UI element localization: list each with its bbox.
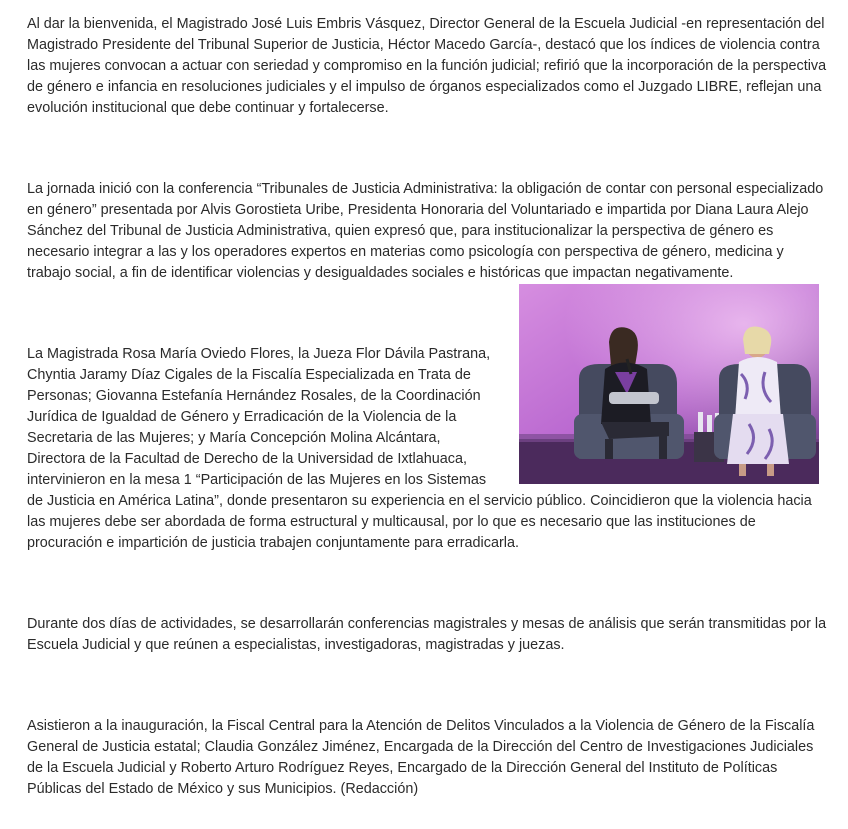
paragraph-panel: La Magistrada Rosa María Oviedo Flores, la Jueza Flor Dávila Pastrana, Chyntia Jaramy Díaz Cigales de la Fiscalía Especializada en Trata de Personas; Giovanna Estefanía Hernández Rosales, de la Coordinación Jurídica de Igualdad de Género y Erradicación de la Violencia de la Secretaria de las Mujeres; y María Concepción Molina Alcántara, Directora de la Facultad de Derecho de la Universidad de Ixtlahuaca, intervinieron en la mesa 1 “Participación de las Mujeres en los Sistemas de Justicia en América Latina”, donde presentaron su experiencia en el servicio público. Coincidieron que la violencia hacia las mujeres debe ser abordada de forma estructural y multicausal, por lo que es necesario que las instituciones de procuración e impartición de justicia trabajen conjuntamente para erradicarla. <box>27 346 812 551</box>
paragraph-spacer <box>27 554 827 614</box>
paragraph-welcome: Al dar la bienvenida, el Magistrado José Luis Embris Vásquez, Director General de la Escuela Judicial -en representación del Magistrado Presidente del Tribunal Superior de Justicia, Héctor Macedo García-, destacó que los índices de violencia contra las mujeres convocan a actuar con seriedad y compromiso en la función judicial; refirió que la incorporación de la perspectiva de género e infancia en resoluciones judiciales y el impulso de órganos especializados como el Juzgado LIBRE, reflejan una evolución institucional que debe continuar y fortalecerse. <box>27 16 827 116</box>
event-photo <box>519 284 819 484</box>
paragraph-conference: La jornada inició con la conferencia “Tribunales de Justicia Administrativa: la obligación de contar con personal especializado en género” presentada por Alvis Gorostieta Uribe, Presidenta Honoraria del Voluntariado e impartida por Diana Laura Alejo Sánchez del Tribunal de Justicia Administrativa, quien expresó que, para institucionalizar la perspectiva de género es necesario integrar a las y los operadores expertos en materias como psicología con perspectiva de género, medicina y trabajo social, a fin de identificar violencias y desigualdades sociales e históricas que impactan negativamente. <box>27 181 824 281</box>
paragraph-activities: Durante dos días de actividades, se desarrollarán conferencias magistrales y mesas de análisis que serán transmitidas por la Escuela Judicial y que reúnen a especialistas, investigadoras, magistradas y juezas. <box>27 616 827 653</box>
paragraph-spacer <box>27 119 827 179</box>
panel-discussion-image <box>519 284 819 484</box>
paragraph-spacer <box>27 656 827 716</box>
paragraph-attendees: Asistieron a la inauguración, la Fiscal Central para la Atención de Delitos Vinculados a la Violencia de Género de la Fiscalía General de Justicia estatal; Claudia González Jiménez, Encargada de la Dirección del Centro de Investigaciones Judiciales de la Escuela Judicial y Roberto Arturo Rodríguez Reyes, Encargado de la Dirección General del Instituto de Políticas Públicas del Estado de México y sus Municipios. (Redacción) <box>27 718 815 797</box>
article-body <box>27 14 827 800</box>
